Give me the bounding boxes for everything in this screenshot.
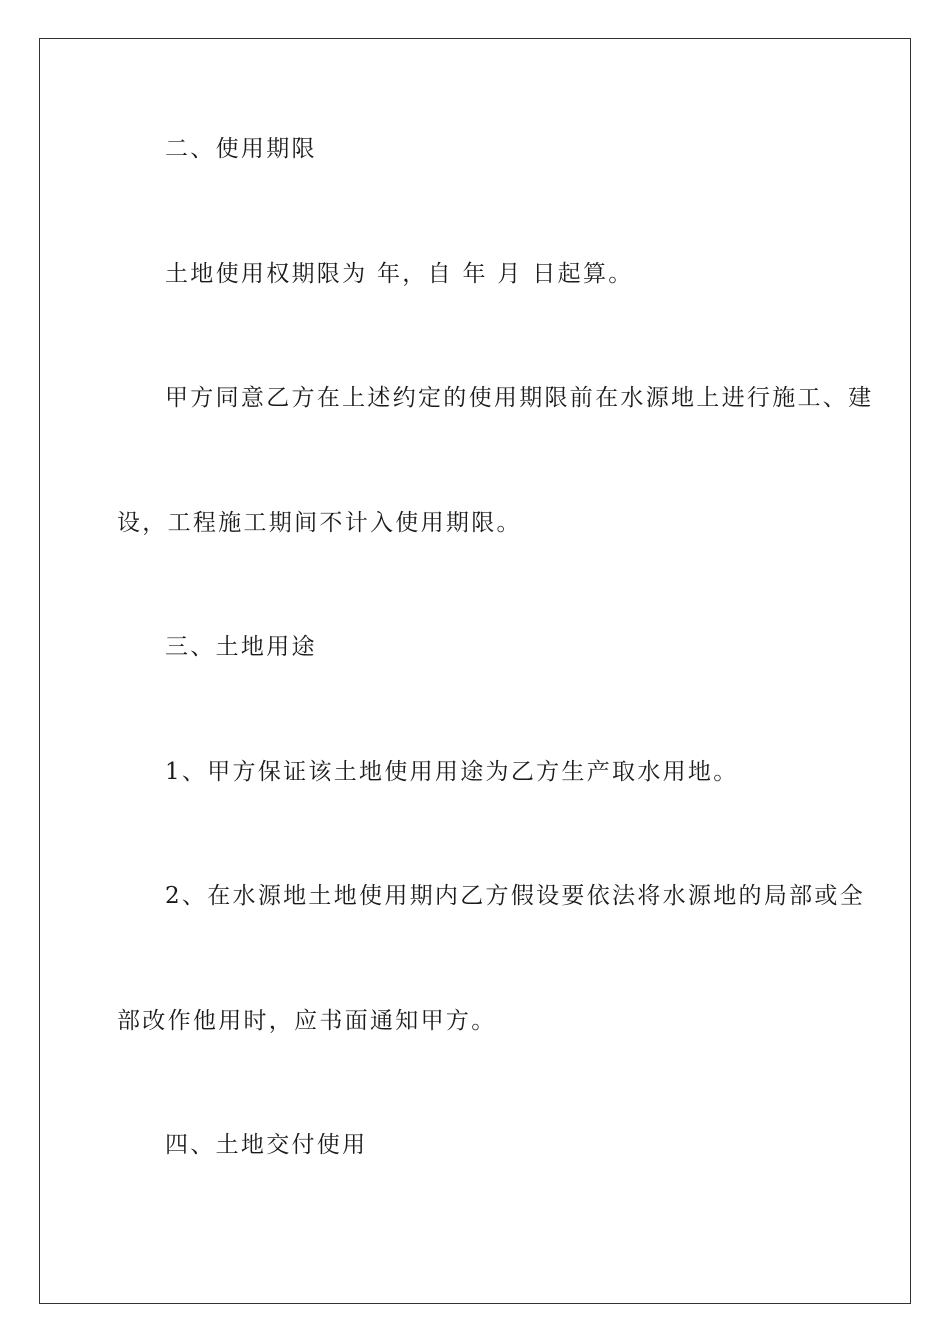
paragraph-land-use-item-1: 1、甲方保证该土地使用用途为乙方生产取水用地。 — [165, 759, 739, 785]
section-heading-land-use: 三、土地用途 — [165, 634, 317, 660]
paragraph-term-duration: 土地使用权期限为 年，自 年 月 日起算。 — [165, 261, 634, 287]
section-heading-land-delivery: 四、土地交付使用 — [165, 1132, 368, 1158]
page-border — [39, 38, 911, 1304]
section-heading-term: 二、使用期限 — [165, 136, 317, 162]
paragraph-land-use-item-2-line-2: 部改作他用时，应书面通知甲方。 — [117, 1008, 497, 1034]
paragraph-construction-line-1: 甲方同意乙方在上述约定的使用期限前在水源地上进行施工、建 — [165, 385, 874, 411]
paragraph-land-use-item-2-line-1: 2、在水源地土地使用期内乙方假设要依法将水源地的局部或全 — [165, 883, 866, 909]
paragraph-construction-line-2: 设，工程施工期间不计入使用期限。 — [117, 510, 522, 536]
